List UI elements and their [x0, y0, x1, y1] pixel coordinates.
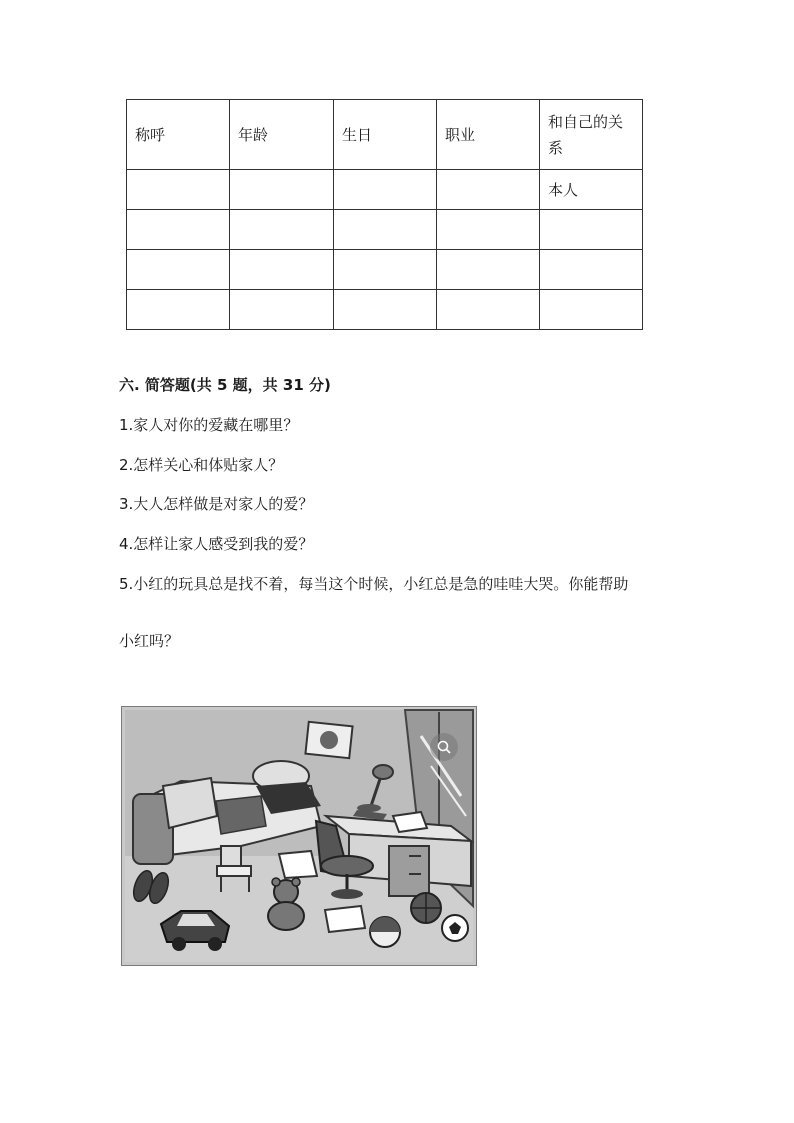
- question-3: 3.大人怎样做是对家人的爱？: [119, 495, 314, 513]
- question-4: 4.怎样让家人感受到我的爱？: [119, 535, 314, 553]
- messy-room-illustration: [121, 706, 477, 966]
- table-cell: [127, 170, 230, 210]
- table-cell: [230, 290, 334, 330]
- table-cell: [540, 290, 643, 330]
- header-cell-birthday: 生日: [334, 100, 437, 170]
- question-5-continued: 小红吗？: [119, 632, 180, 650]
- header-cell-age: 年龄: [230, 100, 334, 170]
- table-cell: [230, 210, 334, 250]
- question-2: 2.怎样关心和体贴家人？: [119, 456, 284, 474]
- table-row: [127, 170, 643, 210]
- header-cell-occupation: 职业: [437, 100, 540, 170]
- section-title: 六. 简答题(共 5 题，共 31 分): [119, 376, 331, 394]
- table-row: [127, 290, 643, 330]
- table-cell: [127, 290, 230, 330]
- table-cell: [540, 210, 643, 250]
- zoom-icon[interactable]: [430, 733, 458, 761]
- table-cell: [127, 210, 230, 250]
- header-cell-relation: 和自己的关系: [540, 100, 643, 170]
- question-5: 5.小红的玩具总是找不着，每当这个时候，小红总是急的哇哇大哭。你能帮助: [119, 575, 629, 593]
- table-cell: [437, 250, 540, 290]
- table-cell: [334, 210, 437, 250]
- family-info-table: [126, 99, 643, 330]
- question-1: 1.家人对你的爱藏在哪里？: [119, 416, 299, 434]
- table-row: [127, 210, 643, 250]
- table-cell: [437, 170, 540, 210]
- table-row: [127, 250, 643, 290]
- table-cell: [437, 290, 540, 330]
- table-cell: [334, 170, 437, 210]
- table-cell: [334, 250, 437, 290]
- table-cell: [540, 250, 643, 290]
- table-cell: [230, 170, 334, 210]
- header-cell-title: 称呼: [127, 100, 230, 170]
- table-header-row: [127, 100, 643, 170]
- table-cell: [230, 250, 334, 290]
- table-cell: [334, 290, 437, 330]
- table-cell: [127, 250, 230, 290]
- table-cell: [437, 210, 540, 250]
- table-cell: 本人: [540, 170, 643, 210]
